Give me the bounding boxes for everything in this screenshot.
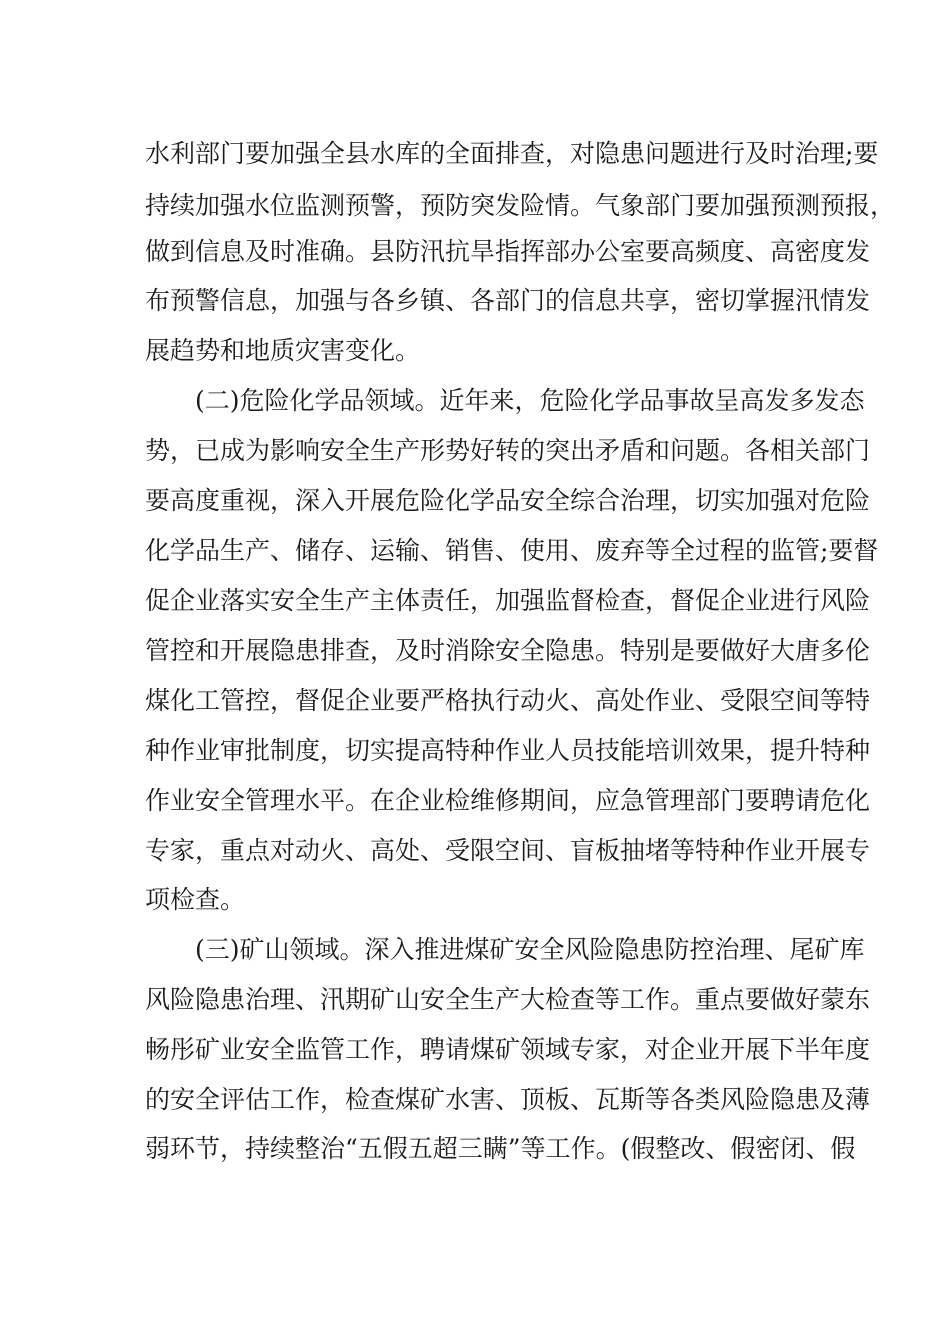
paragraph-1-line-3: 做到信息及时准确。县防汛抗旱指挥部办公室要高频度、高密度发: [145, 237, 871, 266]
paragraph-2-line-3: 要高度重视，深入开展危险化学品安全综合治理，切实加强对危险: [145, 486, 871, 515]
paragraph-3-line-3: 畅彤矿业安全监管工作，聘请煤矿领域专家，对企业开展下半年度: [145, 1035, 871, 1064]
paragraph-2-line-11: 项检查。: [145, 885, 246, 914]
paragraph-1-line-5: 展趋势和地质灾害变化。: [145, 336, 421, 365]
paragraph-1-line-2: 持续加强水位监测预警，预防突发险情。气象部门要加强预测预报，: [145, 191, 896, 220]
paragraph-2-line-10: 专家，重点对动火、高处、受限空间、盲板抽堵等特种作业开展专: [145, 836, 871, 865]
paragraph-2-line-1: (二)危险化学品领域。近年来，危险化学品事故呈高发多发态: [195, 386, 865, 415]
paragraph-2-line-8: 种作业审批制度，切实提高特种作业人员技能培训效果，提升特种: [145, 736, 871, 765]
paragraph-2-line-9: 作业安全管理水平。在企业检维修期间，应急管理部门要聘请危化: [145, 786, 871, 815]
paragraph-2-line-6: 管控和开展隐患排查，及时消除安全隐患。特别是要做好大唐多伦: [145, 636, 871, 665]
paragraph-3-line-2: 风险隐患治理、汛期矿山安全生产大检查等工作。重点要做好蒙东: [145, 985, 871, 1014]
paragraph-3-line-5: 弱环节，持续整治“五假五超三瞒”等工作。(假整改、假密闭、假: [145, 1134, 856, 1163]
paragraph-2-line-5: 促企业落实安全生产主体责任，加强监督检查，督促企业进行风险: [145, 586, 871, 615]
paragraph-1-line-1: 水利部门要加强全县水库的全面排查，对隐患问题进行及时治理;要: [145, 139, 879, 168]
paragraph-3-line-4: 的安全评估工作，检查煤矿水害、顶板、瓦斯等各类风险隐患及薄: [145, 1085, 871, 1114]
paragraph-2-line-2: 势，已成为影响安全生产形势好转的突出矛盾和问题。各相关部门: [145, 436, 871, 465]
paragraph-2-line-4: 化学品生产、储存、运输、销售、使用、废弃等全过程的监管;要督: [145, 536, 879, 565]
paragraph-3-line-1: (三)矿山领域。深入推进煤矿安全风险隐患防控治理、尾矿库: [195, 935, 865, 964]
paragraph-1-line-4: 布预警信息，加强与各乡镇、各部门的信息共享，密切掌握汛情发: [145, 286, 871, 315]
paragraph-2-line-7: 煤化工管控，督促企业要严格执行动火、高处作业、受限空间等特: [145, 686, 871, 715]
